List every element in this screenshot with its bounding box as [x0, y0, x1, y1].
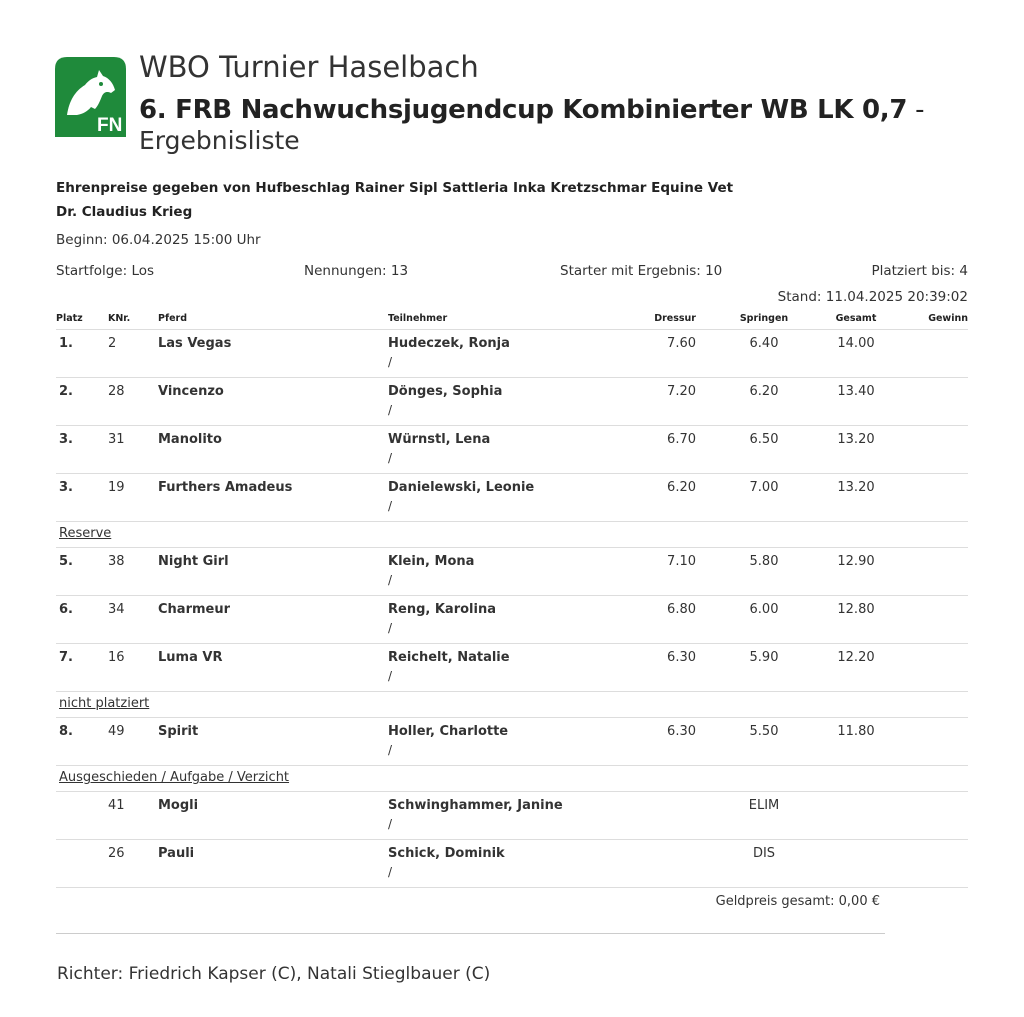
stand-timestamp: Stand: 11.04.2025 20:39:02 — [777, 289, 968, 305]
row-total: 13.20 — [806, 426, 906, 474]
event-title: WBO Turnier Haselbach — [139, 50, 479, 84]
rider-sub: / — [388, 817, 393, 831]
col-total: Gesamt — [806, 310, 906, 330]
col-dressage: Dressur — [598, 310, 722, 330]
row-jumping: ELIM — [722, 792, 806, 840]
row-jumping: 7.00 — [722, 474, 806, 522]
row-jumping: 5.50 — [722, 718, 806, 766]
row-total: 12.90 — [806, 548, 906, 596]
rider-name: Hudeczek, Ronja — [388, 336, 510, 351]
table-row — [56, 548, 968, 596]
table-row — [56, 644, 968, 692]
col-prize: Gewinn — [906, 310, 968, 330]
row-knr: 31 — [108, 426, 158, 474]
row-dressage: 6.30 — [598, 718, 722, 766]
footer-divider — [56, 933, 885, 934]
table-row — [56, 474, 968, 522]
competition-suffix: - — [907, 95, 925, 125]
rider-name: Dönges, Sophia — [388, 384, 503, 399]
row-horse: Manolito — [158, 426, 388, 474]
row-horse: Vincenzo — [158, 378, 388, 426]
row-jumping: 5.80 — [722, 548, 806, 596]
table-row — [56, 378, 968, 426]
row-rider — [388, 474, 598, 522]
row-total: 13.40 — [806, 378, 906, 426]
row-knr: 38 — [108, 548, 158, 596]
row-place — [56, 792, 108, 840]
row-jumping: DIS — [722, 840, 806, 888]
row-dressage: 6.80 — [598, 596, 722, 644]
rider-name: Reichelt, Natalie — [388, 650, 510, 665]
row-jumping: 6.40 — [722, 330, 806, 378]
col-jumping: Springen — [722, 310, 806, 330]
table-row — [56, 426, 968, 474]
section-cell — [56, 766, 968, 792]
row-prize — [906, 426, 968, 474]
rider-sub: / — [388, 355, 393, 369]
row-horse: Mogli — [158, 792, 388, 840]
table-row — [56, 596, 968, 644]
prize-total: Geldpreis gesamt: 0,00 € — [715, 894, 880, 909]
row-rider — [388, 792, 598, 840]
row-prize — [906, 644, 968, 692]
sponsor-text: Ehrenpreise gegeben von Hufbeschlag Rainer Sipl Sattleria Inka Kretzschmar Equine Vet Dr. Claudius Krieg — [56, 180, 734, 220]
row-prize — [906, 718, 968, 766]
row-prize — [906, 548, 968, 596]
rider-name: Holler, Charlotte — [388, 724, 509, 739]
row-rider — [388, 718, 598, 766]
rider-sub: / — [388, 621, 393, 635]
row-prize — [906, 474, 968, 522]
rider-name: Schwinghammer, Janine — [388, 798, 563, 813]
row-horse: Furthers Amadeus — [158, 474, 388, 522]
list-type: Ergebnisliste — [139, 126, 300, 155]
row-place: 2. — [56, 378, 108, 426]
row-knr: 26 — [108, 840, 158, 888]
row-dressage: 7.60 — [598, 330, 722, 378]
table-row — [56, 718, 968, 766]
rider-sub: / — [388, 743, 393, 757]
rider-name: Danielewski, Leonie — [388, 480, 535, 495]
row-horse: Spirit — [158, 718, 388, 766]
row-total: 13.20 — [806, 474, 906, 522]
row-place: 3. — [56, 474, 108, 522]
fn-logo-text: FN — [97, 115, 123, 136]
row-dressage: 6.70 — [598, 426, 722, 474]
row-prize — [906, 792, 968, 840]
start-time: Beginn: 06.04.2025 15:00 Uhr — [56, 232, 261, 248]
entries-count: Nennungen: 13 — [304, 263, 409, 279]
competition-name: 6. FRB Nachwuchsjugendcup Kombinierter WB LK 0,7 — [139, 95, 908, 125]
rider-sub: / — [388, 669, 393, 683]
col-knr: KNr. — [108, 310, 158, 330]
start-order: Startfolge: Los — [56, 263, 155, 279]
rider-sub: / — [388, 403, 393, 417]
section-row-eliminated — [56, 766, 968, 792]
row-knr: 34 — [108, 596, 158, 644]
section-label-not-placed: nicht platziert — [59, 696, 150, 711]
fn-logo — [55, 57, 126, 137]
prize-total-row — [56, 888, 968, 925]
row-knr: 41 — [108, 792, 158, 840]
row-knr: 2 — [108, 330, 158, 378]
row-rider — [388, 330, 598, 378]
row-dressage — [598, 792, 722, 840]
row-total — [806, 840, 906, 888]
row-prize — [906, 596, 968, 644]
row-dressage: 7.10 — [598, 548, 722, 596]
row-knr: 49 — [108, 718, 158, 766]
table-row — [56, 330, 968, 378]
row-rider — [388, 378, 598, 426]
rider-sub: / — [388, 499, 393, 513]
rider-name: Würnstl, Lena — [388, 432, 491, 447]
row-total — [806, 792, 906, 840]
rider-sub: / — [388, 865, 393, 879]
row-total: 12.80 — [806, 596, 906, 644]
row-jumping: 5.90 — [722, 644, 806, 692]
row-place: 7. — [56, 644, 108, 692]
row-horse: Charmeur — [158, 596, 388, 644]
row-rider — [388, 596, 598, 644]
row-dressage: 7.20 — [598, 378, 722, 426]
row-place: 5. — [56, 548, 108, 596]
table-row — [56, 792, 968, 840]
section-row-not-placed — [56, 692, 968, 718]
rider-name: Schick, Dominik — [388, 846, 505, 861]
rider-sub: / — [388, 573, 393, 587]
row-place: 8. — [56, 718, 108, 766]
rider-sub: / — [388, 451, 393, 465]
row-jumping: 6.00 — [722, 596, 806, 644]
row-knr: 16 — [108, 644, 158, 692]
row-jumping: 6.50 — [722, 426, 806, 474]
col-rider: Teilnehmer — [388, 310, 598, 330]
rider-name: Reng, Karolina — [388, 602, 496, 617]
row-rider — [388, 840, 598, 888]
row-jumping: 6.20 — [722, 378, 806, 426]
row-dressage: 6.20 — [598, 474, 722, 522]
competition-title — [139, 95, 924, 125]
row-total: 11.80 — [806, 718, 906, 766]
section-cell — [56, 522, 968, 548]
table-row — [56, 840, 968, 888]
row-place — [56, 840, 108, 888]
table-header-row — [56, 310, 968, 330]
row-rider — [388, 548, 598, 596]
row-horse: Night Girl — [158, 548, 388, 596]
row-prize — [906, 378, 968, 426]
rider-name: Klein, Mona — [388, 554, 475, 569]
row-place: 6. — [56, 596, 108, 644]
row-place: 3. — [56, 426, 108, 474]
row-horse: Luma VR — [158, 644, 388, 692]
section-cell — [56, 692, 968, 718]
row-prize — [906, 840, 968, 888]
section-label-eliminated: Ausgeschieden / Aufgabe / Verzicht — [59, 770, 290, 785]
judges-text: Richter: Friedrich Kapser (C), Natali Stieglbauer (C) — [57, 964, 491, 984]
row-total: 14.00 — [806, 330, 906, 378]
row-dressage: 6.30 — [598, 644, 722, 692]
row-knr: 28 — [108, 378, 158, 426]
row-rider — [388, 426, 598, 474]
row-knr: 19 — [108, 474, 158, 522]
row-dressage — [598, 840, 722, 888]
placed-until: Platziert bis: 4 — [871, 263, 968, 279]
section-label-reserve: Reserve — [59, 526, 112, 541]
row-rider — [388, 644, 598, 692]
row-total: 12.20 — [806, 644, 906, 692]
col-horse: Pferd — [158, 310, 388, 330]
starters-count: Starter mit Ergebnis: 10 — [560, 263, 723, 279]
row-horse: Pauli — [158, 840, 388, 888]
row-prize — [906, 330, 968, 378]
row-horse: Las Vegas — [158, 330, 388, 378]
section-row-reserve — [56, 522, 968, 548]
row-place: 1. — [56, 330, 108, 378]
results-table — [56, 310, 968, 924]
col-place: Platz — [56, 310, 108, 330]
